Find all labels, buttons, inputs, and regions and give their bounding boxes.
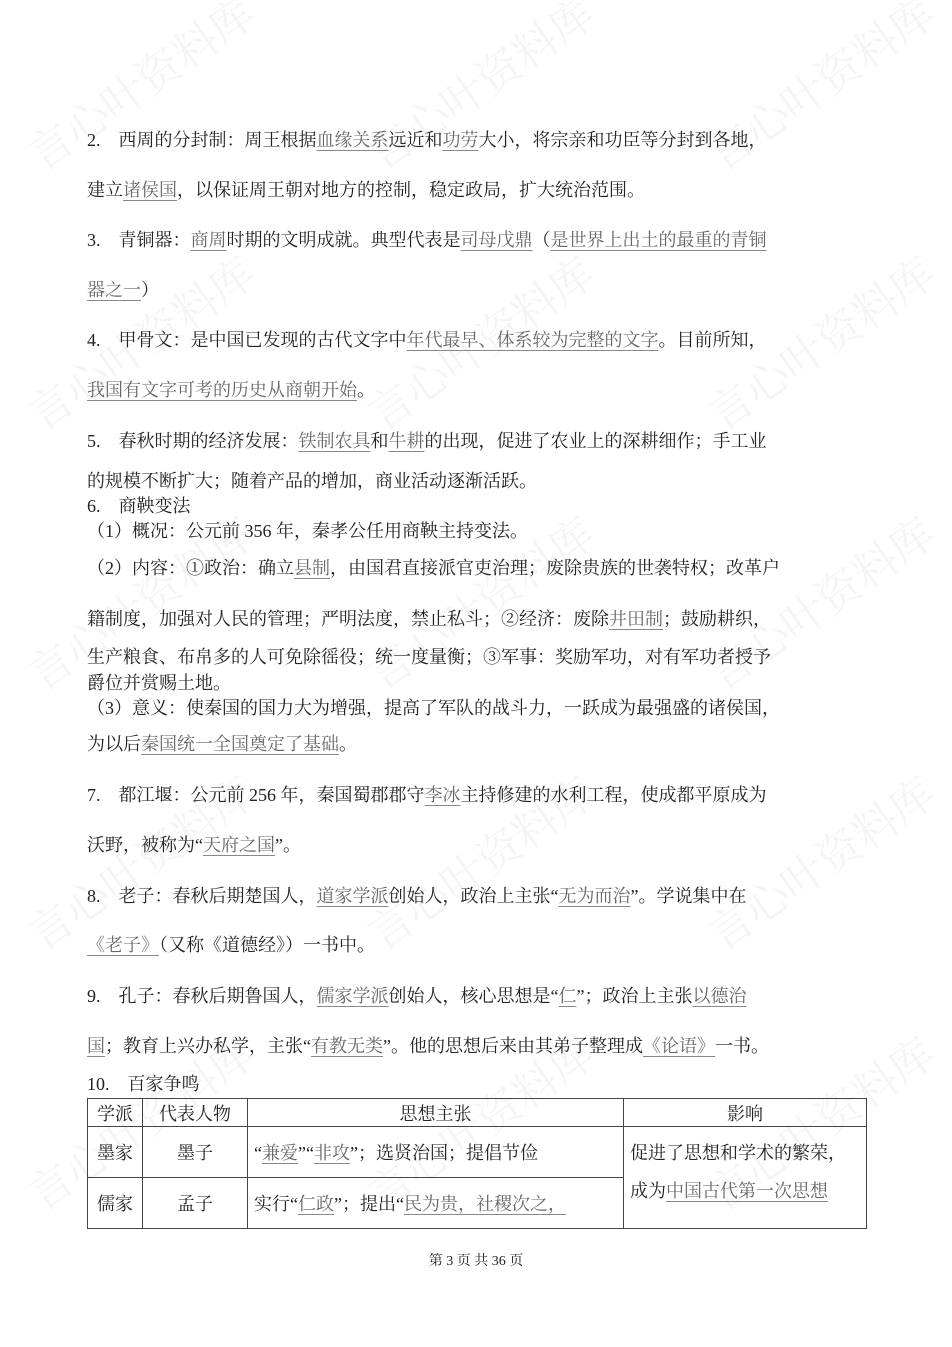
text-line [87,229,767,251]
answer-blank-text: 非攻 [313,1143,350,1163]
text-segment: （ [532,230,551,250]
answer-blank-text: 中国古代第一次思想 [666,1180,828,1201]
text-segment: 2. 西周的分封制：周王根据 [87,130,317,150]
text-segment: ”。 [275,835,301,855]
text-segment: 远近和 [388,130,443,150]
text-segment: 时期的文明成就。典型代表是 [226,230,461,250]
text-line [87,1035,769,1057]
answer-blank-text: 道家学派 [316,886,389,906]
school-cell: 儒家 [88,1178,143,1229]
answer-blank-text: 诸侯国 [123,180,177,200]
text-segment: 大小，将宗亲和功臣等分封到各地， [478,130,767,150]
text-segment: “ [254,1143,262,1163]
answer-blank-text: 器之一 [87,280,141,300]
page-number: 第 3 页 共 36 页 [428,1254,524,1269]
text-segment: ；鼓励耕织， [663,609,771,629]
text-line [87,557,780,579]
text-line [87,697,780,719]
text-line [87,934,375,956]
text-line [87,646,771,668]
text-segment: 生产粮食、布帛多的人可免除徭役；统一度量衡；③军事：奖励军功，对有军功者授予 [87,647,771,667]
text-segment: 。 [339,734,357,754]
text-segment: （又称《道德经》）一书中。 [159,935,375,955]
answer-blank-text: 兼爱 [262,1143,298,1163]
text-segment: ”。他的思想后来由其弟子整理成 [383,1036,643,1056]
text-line [87,985,747,1007]
text-segment: （1）概况：公元前 356 年，秦孝公任用商鞅主持变法。 [87,521,528,541]
idea-cell [248,1127,624,1178]
text-segment: 为以后 [87,734,141,754]
answer-blank-text: 年代最早、体系较为完整的文字 [406,330,659,350]
text-line [87,379,375,401]
answer-blank-text: 司母戊鼎 [460,230,533,250]
text-segment: （2）内容：①政治：确立 [87,558,294,578]
answer-blank-text: 井田制 [609,609,663,629]
answer-blank-text: 无为而治 [558,886,631,906]
text-segment: 的出现，促进了农业上的深耕细作；手工业 [424,431,767,451]
watermark [700,509,945,701]
answer-blank-text: 仁 [558,986,577,1006]
text-segment: ） [141,280,159,300]
answer-blank-text: 我国有文字可考的历史从商朝开始 [87,380,357,400]
text-segment: ”；选贤治国；提倡节俭 [349,1143,538,1163]
text-line [87,495,191,517]
text-segment: 9. 孔子：春秋后期鲁国人， [87,986,317,1006]
answer-blank-text: 仁政 [298,1194,334,1214]
text-segment: 沃野，被称为“ [87,835,203,855]
header-school: 学派 [88,1099,143,1127]
text-segment: ”。学说集中在 [630,886,747,906]
text-segment: 4. 甲骨文：是中国已发现的古代文字中 [87,330,407,350]
text-segment: 籍制度，加强对人民的管理；严明法度，禁止私斗；②经济：废除 [87,609,609,629]
header-influence: 影响 [624,1099,867,1127]
text-segment: 。 [357,380,375,400]
text-segment: 促进了思想和学术的繁荣， [630,1142,846,1163]
answer-blank-text: 《论语》 [643,1036,715,1056]
answer-blank-text: 以德治 [692,986,747,1006]
answer-blank-text: 功劳 [442,130,479,150]
text-segment: 和 [370,431,389,451]
text-line [87,520,528,542]
answer-blank-text: 《老子》 [87,935,159,955]
text-segment: 3. 青铜器： [87,230,191,250]
text-line [87,834,301,856]
text-segment: ”“ [298,1143,314,1163]
answer-blank-text: 民为贵，社稷次之， [403,1194,566,1214]
text-line [87,885,747,907]
text-segment: 创始人，政治上主张“ [388,886,559,906]
text-segment: 。目前所知， [658,330,767,350]
text-segment: 8. 老子：春秋后期楚国人， [87,886,317,906]
answer-blank-text: 商周 [190,230,227,250]
text-segment: 实行“ [254,1194,298,1214]
watermark [700,0,945,181]
answer-blank-text: 天府之国 [203,835,275,855]
text-line [87,329,767,351]
text-segment: 创始人，核心思想是“ [388,986,559,1006]
answer-blank-text: 是世界上出土的最重的青铜 [550,230,767,250]
answer-blank-text: 牛耕 [388,431,425,451]
idea-cell [248,1178,624,1229]
text-segment: 建立 [87,180,123,200]
header-idea: 思想主张 [248,1099,624,1127]
answer-blank-text: 铁制农具 [298,431,371,451]
text-line [87,672,231,694]
text-line [87,733,357,755]
person-cell: 墨子 [143,1127,248,1178]
influence-cell [624,1127,867,1229]
text-line [87,470,537,492]
text-segment: ；教育上兴办私学，主张“ [105,1036,311,1056]
answer-blank-text: 儒家学派 [316,986,389,1006]
school-cell: 墨家 [88,1127,143,1178]
text-segment: （3）意义：使秦国的国力大为增强，提高了军队的战斗力，一跃成为最强盛的诸侯国， [87,698,780,718]
table-row [88,1127,867,1178]
answer-blank-text: 国 [87,1036,105,1056]
text-line [87,179,645,201]
text-line [87,430,767,452]
header-person: 代表人物 [143,1099,248,1127]
answer-blank-text: 血缘关系 [316,130,389,150]
text-segment: ”；提出“ [334,1194,404,1214]
table-header-row [88,1099,867,1127]
answer-blank-text: 有教无类 [311,1036,383,1056]
watermark [20,0,265,181]
text-segment: 的规模不断扩大；随着产品的增加，商业活动逐渐活跃。 [87,471,537,491]
text-segment: ”；政治上主张 [576,986,693,1006]
text-line [87,1073,200,1095]
text-line [87,608,771,630]
hundred-schools-table [87,1098,867,1229]
text-segment: 10. 百家争鸣 [87,1074,200,1094]
answer-blank-text: 秦国统一全国奠定了基础 [141,734,339,754]
text-segment: 成为 [630,1180,666,1201]
text-segment: 主持修建的水利工程，使成都平原成为 [460,785,767,805]
text-segment: 7. 都江堰：公元前 256 年，秦国蜀郡郡守 [87,785,425,805]
watermark [360,0,605,181]
answer-blank-text: 县制 [294,558,330,578]
text-line [87,279,159,301]
text-line [87,784,767,806]
person-cell: 孟子 [143,1178,248,1229]
text-segment: 6. 商鞅变法 [87,496,191,516]
text-segment: ，由国君直接派官吏治理；废除贵族的世袭特权；改革户 [330,558,780,578]
text-segment: 5. 春秋时期的经济发展： [87,431,299,451]
answer-blank-text: 李冰 [424,785,461,805]
text-segment: 一书。 [715,1036,769,1056]
text-segment: 爵位并赏赐土地。 [87,673,231,693]
text-segment: ，以保证周王朝对地方的控制，稳定政局，扩大统治范围。 [177,180,645,200]
text-line [87,129,767,151]
